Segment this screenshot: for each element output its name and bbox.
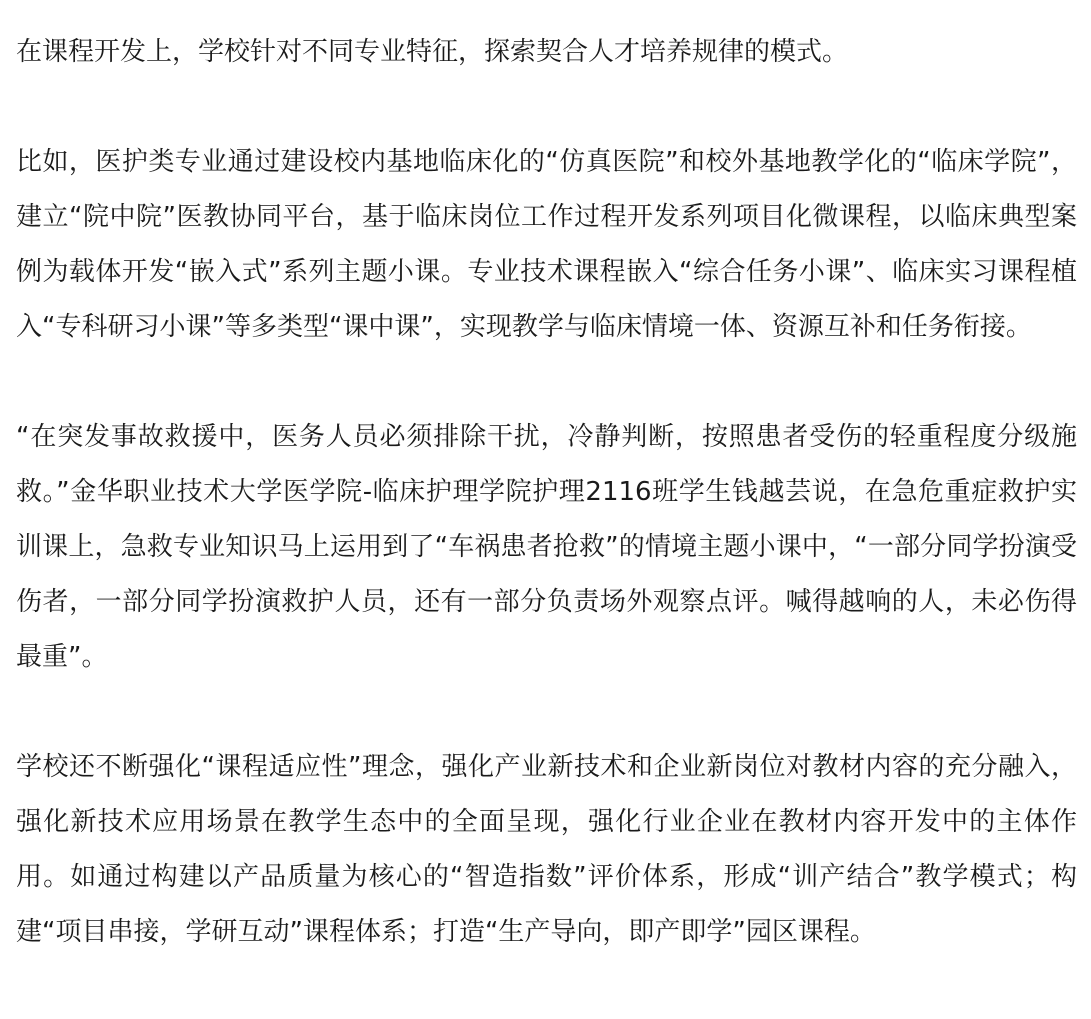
paragraph-curriculum-development: 在课程开发上，学校针对不同专业特征，探索契合人才培养规律的模式。 [16,37,849,67]
paragraph-curriculum-adaptability: 学校还不断强化“课程适应性”理念，强化产业新技术和企业新岗位对教材内容的充分融入，强化新技术应用场景在教学生态中的全面呈现，强化行业企业在教材内容开发中的主体作用。如通过构建以产品质量为核心的“智造指数”评价体系，形成“训产结合”教学模式；构建“项目串接，学研互动”课程体系；打造“生产导向，即产即学”园区课程。 [16,752,1077,947]
paragraph-student-quote: “在突发事故救援中，医务人员必须排除干扰，冷静判断，按照患者受伤的轻重程度分级施救。”金华职业技术大学医学院-临床护理学院护理2116班学生钱越芸说，在急危重症救护实训课上，急救专业知识马上运用到了“车祸患者抢救”的情境主题小课中，“一部分同学扮演受伤者，一部分同学扮演救护人员，还有一部分负责场外观察点评。喊得越响的人，未必伤得最重”。 [16,422,1077,672]
paragraph-medical-example: 比如，医护类专业通过建设校内基地临床化的“仿真医院”和校外基地教学化的“临床学院”，建立“院中院”医教协同平台，基于临床岗位工作过程开发系列项目化微课程，以临床典型案例为载体开发“嵌入式”系列主题小课。专业技术课程嵌入“综合任务小课”、临床实习课程植入“专科研习小课”等多类型“课中课”，实现教学与临床情境一体、资源互补和任务衔接。 [16,147,1077,342]
